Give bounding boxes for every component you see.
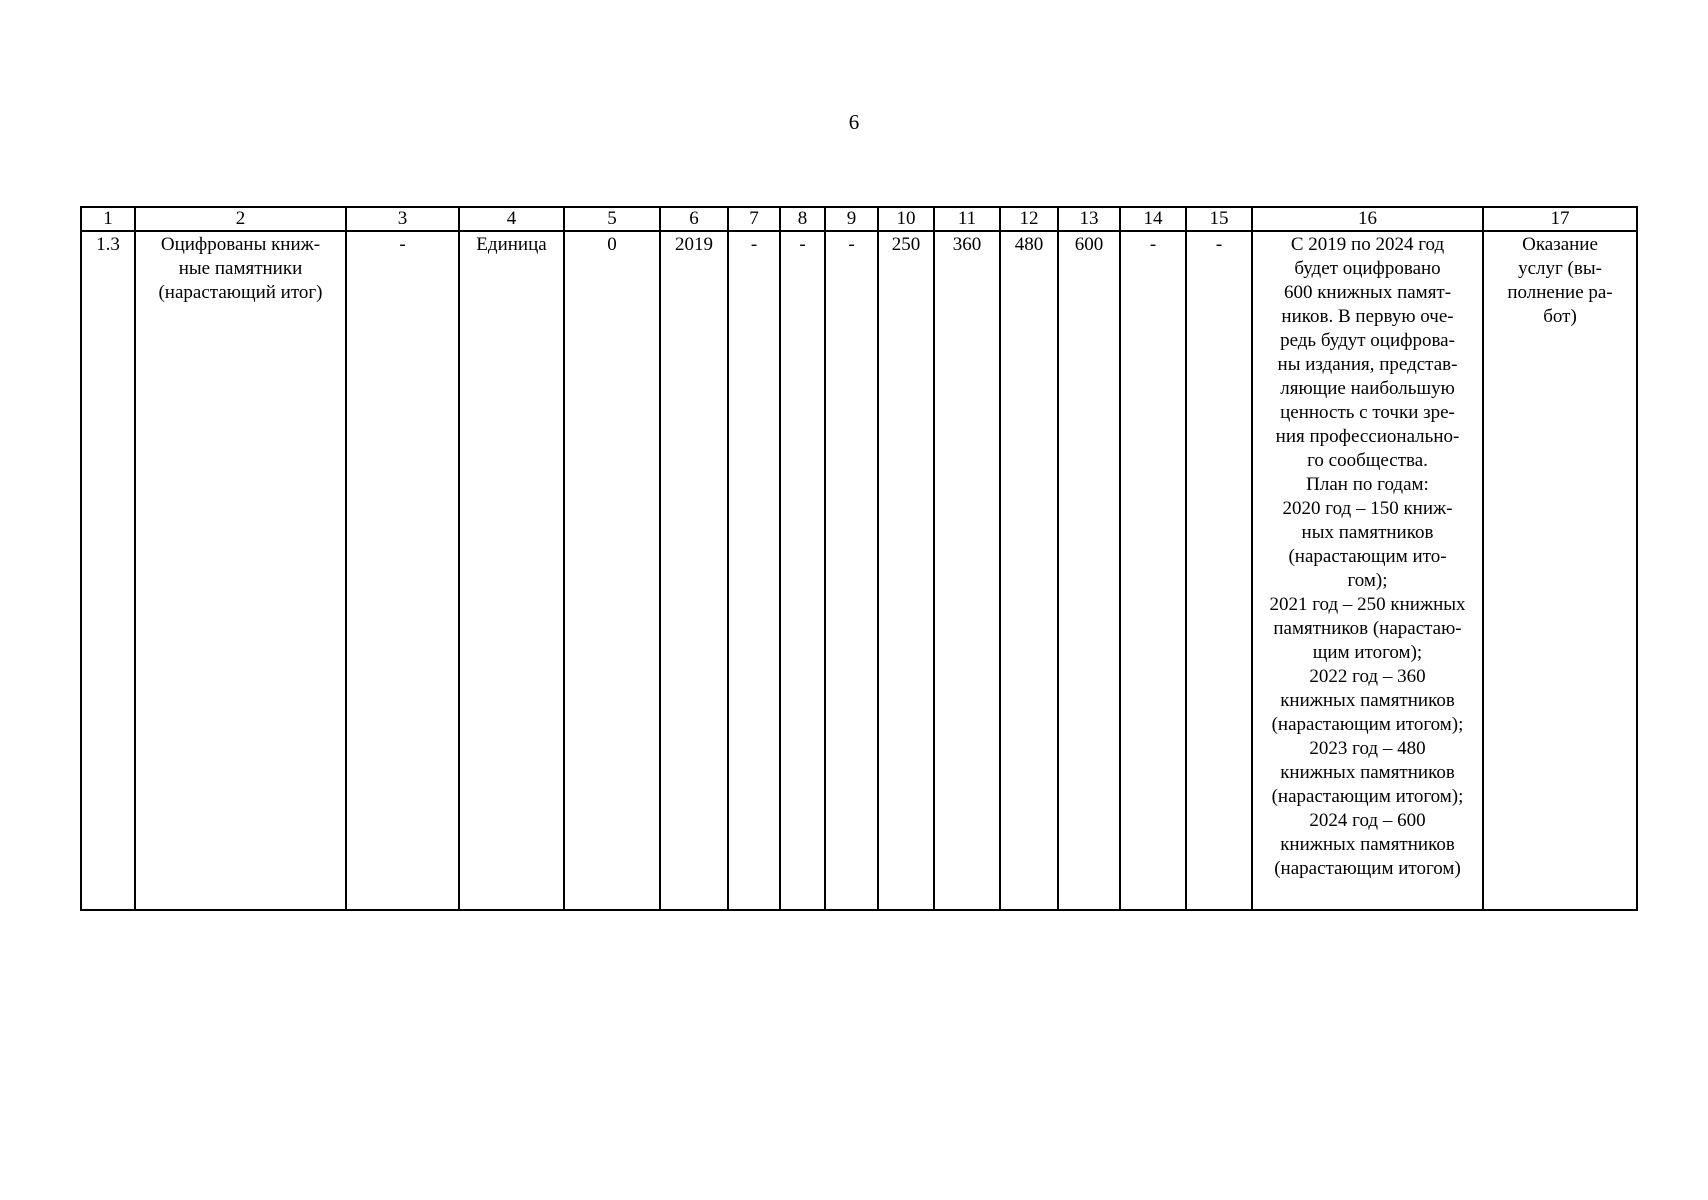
col-header-12: 12 [1000, 207, 1058, 231]
cell-base-year: 2019 [660, 231, 728, 910]
page-number: 6 [848, 110, 860, 134]
col-header-14: 14 [1120, 207, 1186, 231]
col-header-7: 7 [728, 207, 780, 231]
cell-base-value: 0 [564, 231, 660, 910]
col-header-1: 1 [81, 207, 135, 231]
cell-col-10: 250 [878, 231, 934, 910]
cell-col-9: - [825, 231, 878, 910]
col-header-10: 10 [878, 207, 934, 231]
col-header-13: 13 [1058, 207, 1120, 231]
cell-col-13: 600 [1058, 231, 1120, 910]
col-header-15: 15 [1186, 207, 1252, 231]
cell-col-14: - [1120, 231, 1186, 910]
cell-col-12: 480 [1000, 231, 1058, 910]
cell-result-type: Оказание услуг (вы- полнение ра- бот) [1483, 231, 1637, 910]
cell-indicator-name: Оцифрованы книж- ные памятники (нарастающий итог) [135, 231, 346, 910]
cell-col-15: - [1186, 231, 1252, 910]
header-row [81, 207, 1637, 231]
cell-col-3: - [346, 231, 459, 910]
col-header-9: 9 [825, 207, 878, 231]
col-header-3: 3 [346, 207, 459, 231]
cell-unit: Единица [459, 231, 564, 910]
cell-description: С 2019 по 2024 год будет оцифровано 600 книжных памят- ников. В первую оче- редь будут оцифрова- ны издания, представ- ляющие наибольшую ценность с точки зре- ния профессионально- го сообщества. План по годам: 2020 год – 150 книж- ных памятников (нарастающим ито- гом); 2021 год – 250 книжных памятников (нарастаю- щим итогом); 2022 год – 360 книжных памятников (нарастающим итогом); 2023 год – 480 книжных памятников (нарастающим итогом); 2024 год – 600 книжных памятников (нарастающим итогом) [1252, 231, 1483, 910]
col-header-4: 4 [459, 207, 564, 231]
indicators-table [80, 206, 1638, 911]
col-header-17: 17 [1483, 207, 1637, 231]
col-header-6: 6 [660, 207, 728, 231]
col-header-5: 5 [564, 207, 660, 231]
col-header-11: 11 [934, 207, 1000, 231]
cell-col-11: 360 [934, 231, 1000, 910]
cell-col-7: - [728, 231, 780, 910]
cell-col-8: - [780, 231, 825, 910]
col-header-16: 16 [1252, 207, 1483, 231]
cell-row-number: 1.3 [81, 231, 135, 910]
col-header-2: 2 [135, 207, 346, 231]
col-header-8: 8 [780, 207, 825, 231]
table-row [81, 231, 1637, 910]
